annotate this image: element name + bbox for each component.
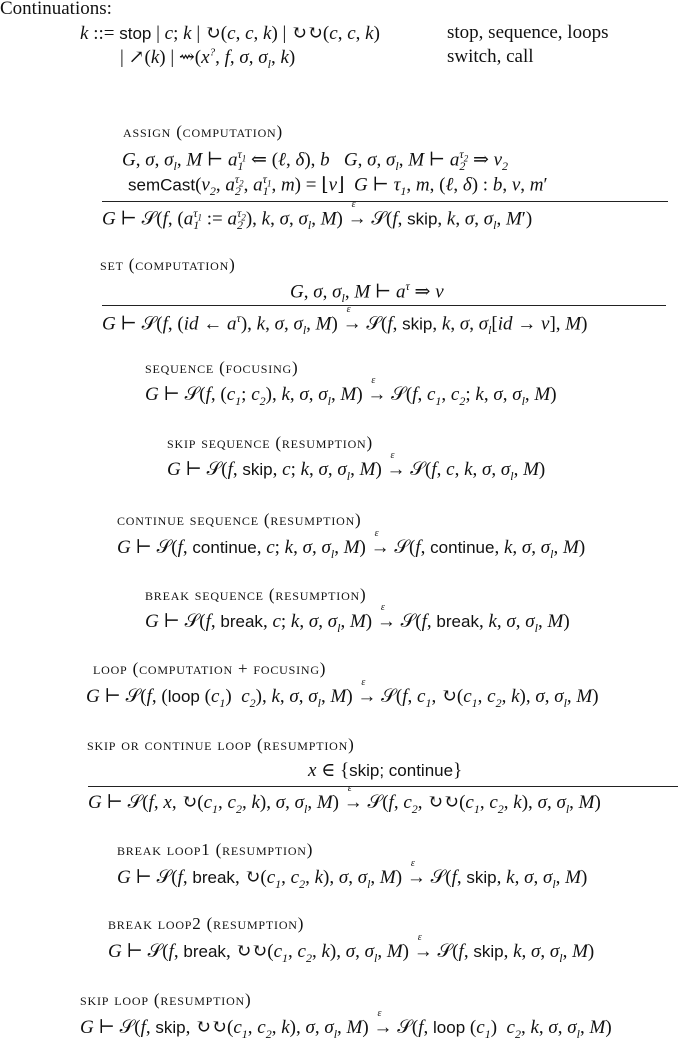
rule-set-conclusion: G ⊢ 𝒮(f, (id ← $a^\tau$), k, σ, $\sigma_l$, M) → ε 𝒮(f, skip, k, σ, $\sigma_l[id \to v]$, M) (102, 304, 588, 338)
rule-skip-sequence-conclusion: G ⊢ 𝒮(f, skip, c; k, σ, $\sigma_l$, M) → ε 𝒮(f, c, k, σ, $\sigma_l$, M) (167, 450, 546, 483)
rule-loop-conclusion: G ⊢ 𝒮(f, (loop $(c_1)$ $c_2$), k, σ, $\sigma_l$, M) → ε 𝒮(f, $c_1$, $↻(c_1$, $c_2$, k), σ, $\sigma_l$, M) (86, 677, 599, 710)
grammar-line-1-desc: stop, sequence, loops (447, 22, 609, 43)
rule-set-premise: G, σ, $\sigma_l$, M ⊢ $a^\tau$ ⇒ v (290, 279, 444, 306)
rule-assign-premise-2: $semCast(v_2$, $a_2^{\tau_2}$, $a_1^{\tau_1}$, m) = ⌊v⌋ G ⊢ $\tau_1$, m, (ℓ, δ) : b, v, m′ (128, 172, 548, 199)
rule-set-label: set (computation) (100, 255, 236, 274)
rule-skip-or-continue-loop-conclusion: G ⊢ 𝒮(f, x, $↻(c_1$, $c_2$, k), σ, $\sigma_l$, M) → ε 𝒮(f, $c_2$, $↻↻(c_1$, $c_2$, k), σ, $\sigma_l$, M) (88, 783, 601, 816)
rule-continue-sequence-conclusion: G ⊢ 𝒮(f, continue, c; k, σ, $\sigma_l$, M) → ε 𝒮(f, continue, k, σ, $\sigma_l$, M) (117, 528, 586, 561)
rule-assign-conclusion: G ⊢ 𝒮(f, ($a_1^{\tau_1}$ := $a_2^{\tau_2}$), k, σ, $\sigma_l$, M) → ε 𝒮(f, skip, k, σ, $\sigma_l$, M′) (102, 199, 533, 233)
rule-set-inference-line (102, 305, 666, 306)
rule-skip-sequence-label: skip sequence (resumption) (167, 433, 373, 452)
grammar-line-1: k ::= stop | c; k | ↻(c, c, k) | ↻↻(c, c, k) (80, 23, 380, 44)
rule-loop-label: loop (computation + focusing) (93, 659, 327, 678)
grammar-line-2: | ↗(k) | ⇝(x?, f, σ, $\sigma_l$, k) (120, 46, 296, 71)
rule-break-loop2-conclusion: G ⊢ 𝒮(f, break, $↻↻(c_1$, $c_2$, k), σ, $\sigma_l$, M) → ε 𝒮(f, skip, k, σ, $\sigma_l$, M) (108, 932, 595, 965)
rule-skip-loop-label: skip loop (resumption) (80, 990, 252, 1009)
rule-break-loop1-conclusion: G ⊢ 𝒮(f, break, $↻(c_1$, $c_2$, k), σ, $\sigma_l$, M) → ε 𝒮(f, skip, k, σ, $\sigma_l$, M) (117, 858, 588, 891)
rule-assign-label: assign (computation) (123, 122, 283, 141)
rule-break-loop1-label: break loop1 (resumption) (117, 840, 314, 859)
rule-continue-sequence-label: continue sequence (resumption) (117, 510, 362, 529)
rule-break-sequence-label: break sequence (resumption) (145, 585, 367, 604)
rule-assign-premise-1: G, σ, $\sigma_l$, M ⊢ $a_1^{\tau_1}$ ⇐ (ℓ, δ), b G, σ, $\sigma_l$, M ⊢ $a_2^{\tau_2}$ ⇒ $v_2$ (122, 147, 509, 174)
rule-sequence-label: sequence (focusing) (145, 358, 299, 377)
rule-break-loop2-label: break loop2 (resumption) (108, 914, 305, 933)
rule-sequence-conclusion: G ⊢ 𝒮(f, ($c_1$; $c_2$), k, σ, $\sigma_l$, M) → ε 𝒮(f, $c_1$, $c_2$; k, σ, $\sigma_l$, M) (145, 375, 557, 408)
rule-break-sequence-conclusion: G ⊢ 𝒮(f, break, c; k, σ, $\sigma_l$, M) → ε 𝒮(f, break, k, σ, $\sigma_l$, M) (145, 602, 570, 635)
section-heading: Continuations: (0, 0, 112, 19)
rule-skip-or-continue-loop-inference-line (88, 786, 678, 787)
rule-skip-or-continue-loop-label: skip or continue loop (resumption) (87, 735, 355, 754)
rule-skip-or-continue-loop-premise: x ∈ {skip; continue} (308, 760, 463, 781)
rule-assign-inference-line (102, 201, 668, 202)
rule-skip-loop-conclusion: G ⊢ 𝒮(f, skip, $↻↻(c_1$, $c_2$, k), σ, $\sigma_l$, M) → ε 𝒮(f, loop $(c_1)$ $c_2$, k, σ, $\sigma_l$, M) (80, 1008, 612, 1041)
grammar-line-2-desc: switch, call (447, 46, 534, 67)
